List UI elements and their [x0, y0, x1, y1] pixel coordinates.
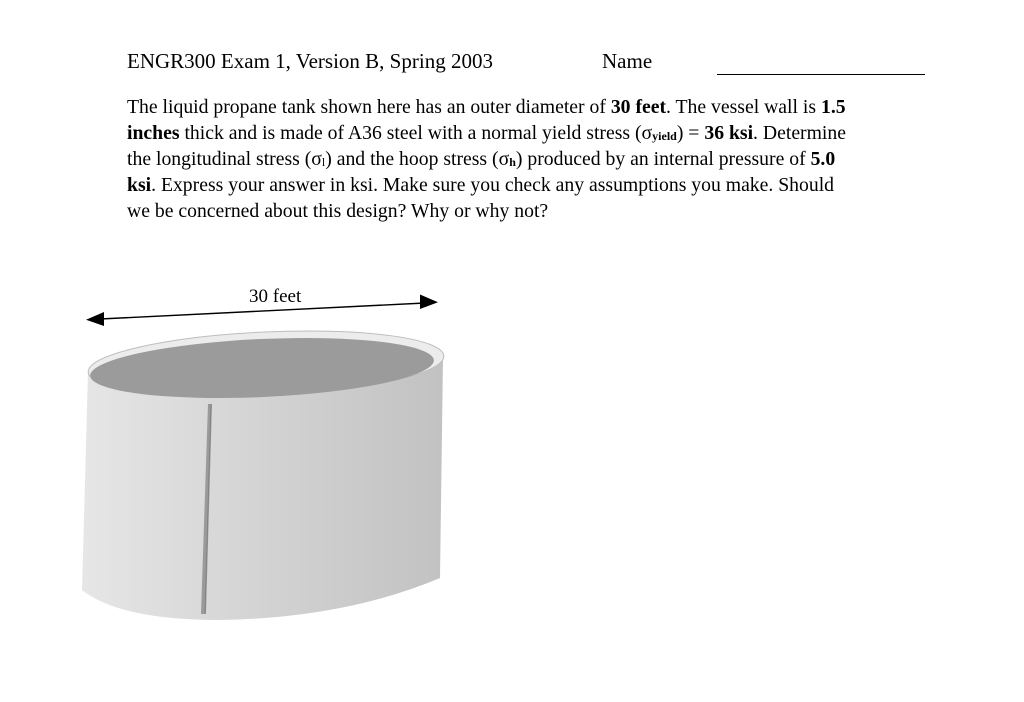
text-segment: ) produced by an internal pressure of	[515, 148, 811, 170]
name-label: Name	[602, 49, 653, 73]
problem-line-2	[127, 120, 947, 146]
text-segment: we be concerned about this design? Why or why not?	[127, 200, 549, 222]
text-segment: the longitudinal stress (	[127, 148, 312, 170]
problem-line-3	[127, 146, 947, 172]
exam-title: ENGR300 Exam 1, Version B, Spring 2003	[127, 49, 493, 73]
diameter-value: 30 feet	[610, 96, 667, 118]
text-segment: ) and the hoop stress (	[325, 148, 499, 170]
sigma-symbol: σ	[311, 148, 322, 170]
tank-figure	[0, 270, 480, 630]
tank-body	[82, 324, 445, 620]
text-segment: . Determine	[753, 122, 846, 144]
problem-line-4	[127, 172, 947, 198]
text-segment: The liquid propane tank shown here has an outer diameter of	[127, 96, 611, 118]
wall-thickness-unit: inches	[127, 122, 180, 144]
text-segment: . Express your answer in ksi. Make sure you check any assumptions you make. Should	[151, 174, 835, 196]
sigma-symbol: σ	[498, 148, 510, 170]
yield-stress-value: 36 ksi	[704, 122, 754, 144]
wall-thickness-value: 1.5	[820, 96, 846, 118]
diameter-dimension-label: 30 feet	[249, 286, 302, 307]
pressure-unit: ksi	[127, 174, 152, 196]
text-segment: ) =	[676, 122, 705, 144]
problem-statement	[127, 94, 947, 224]
problem-line-1	[127, 94, 947, 120]
name-blank-line	[717, 74, 925, 75]
pressure-value: 5.0	[810, 148, 836, 170]
hoop-subscript: h	[509, 155, 516, 169]
exam-header	[127, 49, 927, 79]
text-segment: . The vessel wall is	[666, 96, 821, 118]
problem-line-5	[127, 198, 947, 224]
yield-subscript: yield	[652, 129, 677, 143]
longitudinal-subscript: l	[321, 155, 326, 169]
sigma-symbol: σ	[641, 122, 653, 144]
text-segment: thick and is made of A36 steel with a normal yield stress (	[179, 122, 642, 144]
